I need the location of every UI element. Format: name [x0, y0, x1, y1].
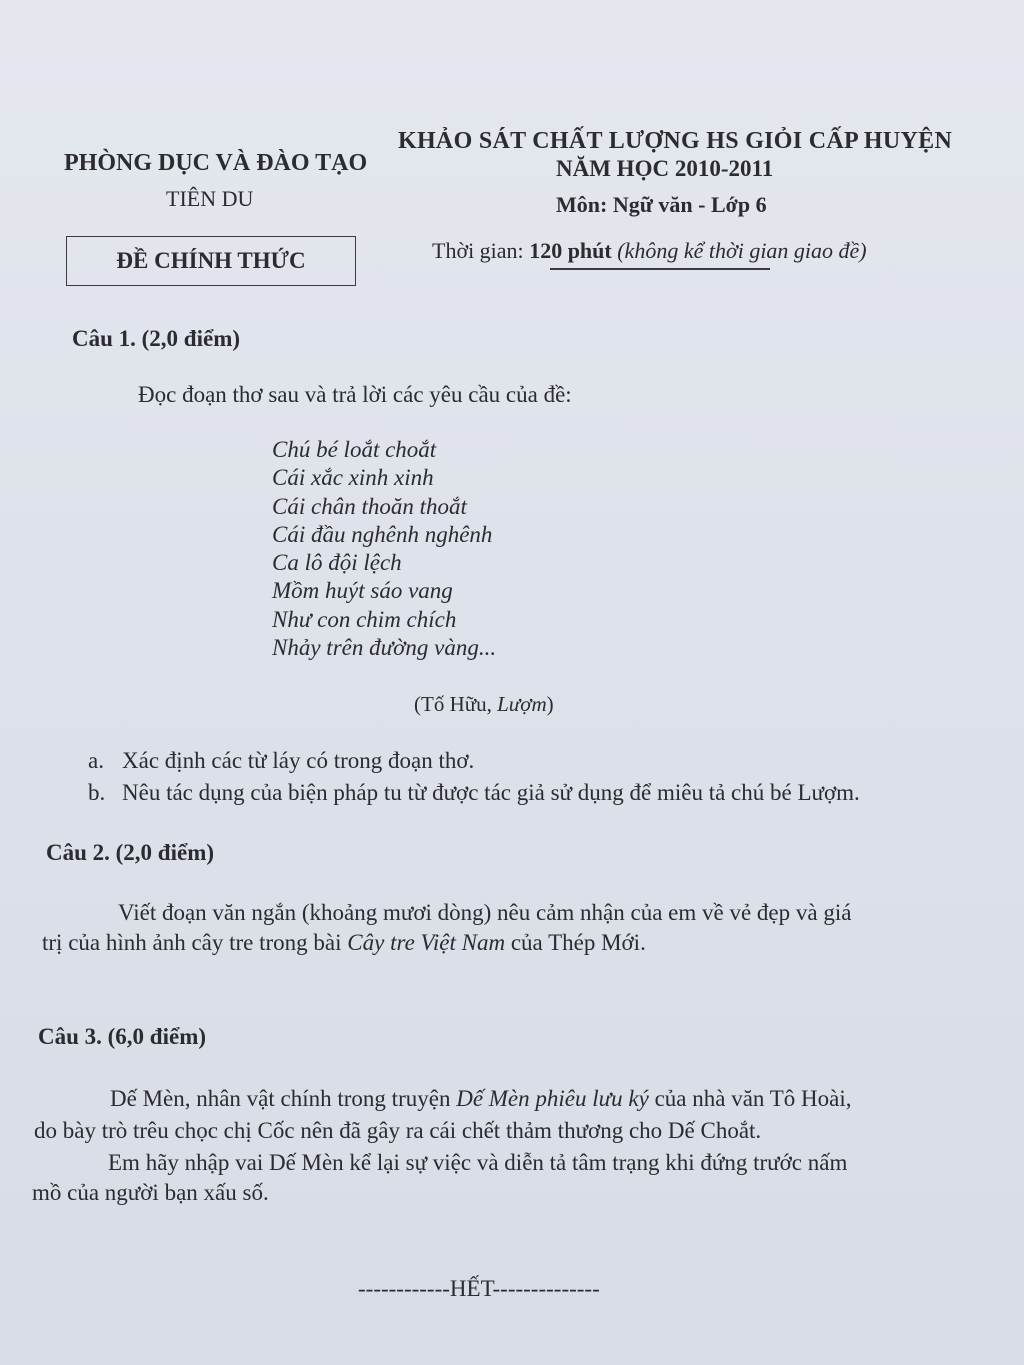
exam-title: KHẢO SÁT CHẤT LƯỢNG HS GIỎI CẤP HUYỆN: [398, 128, 953, 154]
question-3-p1-line-1: [110, 1086, 852, 1112]
subject-line: Môn: Ngữ văn - Lớp 6: [556, 192, 767, 217]
poem-line: Nhảy trên đường vàng...: [272, 635, 497, 661]
time-note: (không kể thời gian giao đề): [617, 238, 867, 263]
time-underline: [550, 268, 770, 270]
question-2-title: Câu 2. (2,0 điểm): [46, 840, 215, 865]
q2-work-title: Cây tre Việt Nam: [347, 930, 506, 955]
q3-text-pre: Dế Mèn, nhân vật chính trong truyện: [110, 1086, 457, 1111]
poem-line: Cái đầu nghênh nghênh: [272, 521, 493, 547]
list-text: Nêu tác dụng của biện pháp tu từ được tác giả sử dụng để miêu tả chú bé Lượm.: [122, 780, 860, 805]
list-marker: a.: [88, 748, 104, 773]
question-3-p1-line-2: do bày trò trêu chọc chị Cốc nên đã gây ra cái chết thảm thương cho Dế Choắt.: [34, 1118, 762, 1143]
question-3-title: Câu 3. (6,0 điểm): [38, 1024, 207, 1049]
school-year: NĂM HỌC 2010-2011: [556, 156, 774, 181]
poem-line: Cái chân thoăn thoắt: [272, 493, 467, 519]
question-1-item-b: [88, 780, 860, 806]
question-2-line-2: [42, 930, 646, 956]
question-3-p2-line-2: mồ của người bạn xấu số.: [32, 1180, 269, 1205]
poem-source-author: (Tố Hữu,: [414, 692, 498, 716]
question-3-p2-line-1: Em hãy nhập vai Dế Mèn kể lại sự việc và diễn tả tâm trạng khi đứng trước nấm: [108, 1150, 848, 1175]
poem-line: Như con chim chích: [272, 606, 457, 632]
time-line: [432, 238, 867, 264]
list-marker: b.: [88, 780, 106, 805]
poem-line: Ca lô đội lệch: [272, 550, 402, 576]
q2-text-pre: trị của hình ảnh cây tre trong bài: [42, 930, 348, 955]
question-1-title: Câu 1. (2,0 điểm): [72, 326, 241, 351]
poem-line: Mồm huýt sáo vang: [272, 578, 453, 604]
poem: [272, 436, 496, 662]
question-1-instruction: Đọc đoạn thơ sau và trả lời các yêu cầu của đề:: [138, 382, 572, 407]
time-value: 120 phút: [529, 238, 612, 263]
question-2-line-1: Viết đoạn văn ngắn (khoảng mươi dòng) nêu cảm nhận của em về vẻ đẹp và giá: [118, 900, 852, 925]
list-text: Xác định các từ láy có trong đoạn thơ.: [122, 748, 475, 773]
official-exam-box: [66, 236, 356, 286]
district-name: TIÊN DU: [166, 186, 254, 211]
poem-line: Cái xắc xinh xinh: [272, 465, 434, 491]
q2-text-post: của Thép Mới.: [505, 930, 646, 955]
q3-text-post: của nhà văn Tô Hoài,: [648, 1086, 852, 1111]
time-prefix: Thời gian:: [432, 238, 530, 263]
poem-source-close: ): [546, 692, 554, 716]
poem-source: [414, 692, 554, 717]
end-mark: ------------HẾT--------------: [358, 1276, 600, 1301]
poem-source-work: Lượm: [497, 692, 547, 716]
q3-work-title: Dế Mèn phiêu lưu ký: [456, 1086, 649, 1111]
poem-line: Chú bé loắt choắt: [272, 437, 437, 462]
official-label: ĐỀ CHÍNH THỨC: [116, 248, 306, 273]
department-name: PHÒNG DỤC VÀ ĐÀO TẠO: [64, 150, 368, 176]
question-1-item-a: [88, 748, 474, 774]
